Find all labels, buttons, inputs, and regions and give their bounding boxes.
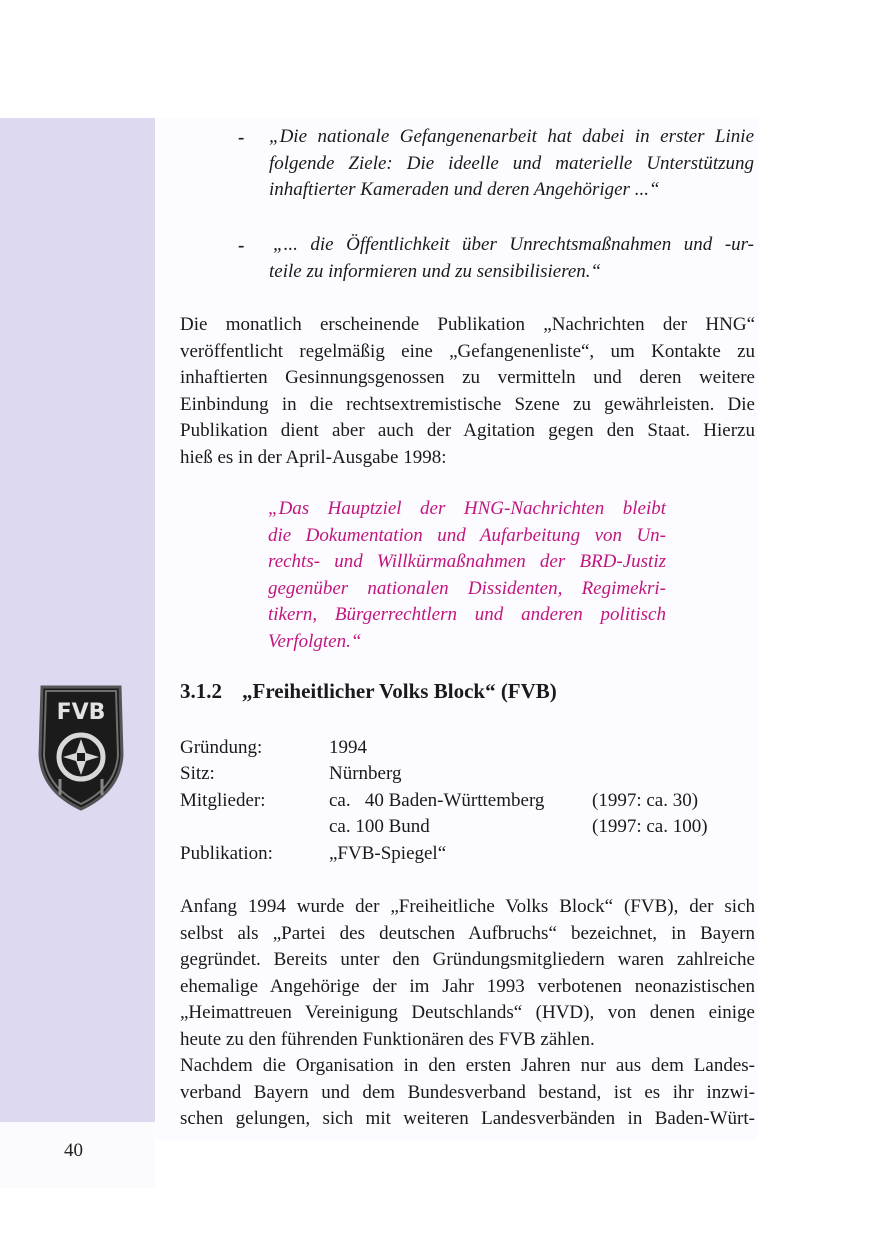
fact-value-founding: 1994: [329, 737, 367, 758]
fact-value-publication: „FVB-Spiegel“: [329, 843, 447, 864]
bullet-line: inhaftierter Kameraden und deren Angehöriger ...“: [269, 179, 660, 200]
bullet-quote-1: [269, 124, 754, 204]
fact-value-seat: Nürnberg: [329, 763, 402, 784]
quote-line: rechts- und Willkürmaßnahmen der BRD-Justiz: [268, 551, 666, 572]
quote-line: Verfolgten.“: [268, 630, 362, 652]
paragraph-line: inhaftierten Gesinnungsgenossen zu vermitteln und deren weitere: [180, 367, 755, 388]
fact-label-seat: Sitz:: [180, 763, 215, 784]
fvb-shield-icon: [28, 683, 130, 813]
paragraph-line: heute zu den führenden Funktionären des FVB zählen.: [180, 1028, 595, 1050]
paragraph-hng-publication: [180, 312, 755, 471]
paragraph-line: Einbindung in die rechtsextremistische Szene zu gewährleisten. Die: [180, 393, 755, 415]
paragraph-line: „Heimattreuen Vereinigung Deutschlands“ (HVD), von denen einige: [180, 1002, 755, 1023]
paragraph-line: Publikation dient aber auch der Agitation gegen den Staat. Hierzu: [180, 420, 755, 441]
paragraph-line: ehemalige Angehörige der im Jahr 1993 verbotenen neonazistischen: [180, 975, 755, 997]
sidebar-band: [0, 118, 155, 1122]
fact-members-bund-1997: (1997: ca. 100): [592, 816, 708, 837]
paragraph-line: gegründet. Bereits unter den Gründungsmitgliedern waren zahlreiche: [180, 949, 755, 970]
paragraph-fvb-expansion: [180, 1053, 755, 1133]
bullet-dash: -: [238, 235, 245, 256]
paragraph-fvb-founding: [180, 894, 755, 1053]
highlighted-quote: [268, 496, 666, 655]
bullet-line: folgende Ziele: Die ideelle und materielle Unterstützung: [269, 152, 754, 174]
paragraph-line: Nachdem die Organisation in den ersten Jahren nur aus dem Landes-: [180, 1055, 755, 1076]
fact-label-members: Mitglieder:: [180, 790, 266, 811]
bullet-line: „... die Öffentlichkeit über Unrechtsmaßnahmen und -ur-: [273, 234, 754, 255]
quote-line: die Dokumentation und Aufarbeitung von Un-: [268, 524, 666, 546]
quote-line: tikern, Bürgerrechtlern und anderen politisch: [268, 604, 666, 625]
paragraph-line: schen gelungen, sich mit weiteren Landesverbänden in Baden-Würt-: [180, 1108, 755, 1129]
paragraph-line: verband Bayern und dem Bundesverband bestand, ist es ihr inzwi-: [180, 1081, 755, 1103]
section-heading: [180, 679, 557, 704]
paragraph-line: Die monatlich erscheinende Publikation „Nachrichten der HNG“: [180, 314, 755, 335]
page-number: 40: [64, 1140, 83, 1161]
quote-line: „Das Hauptziel der HNG-Nachrichten bleibt: [268, 498, 666, 519]
paragraph-line: veröffentlicht regelmäßig eine „Gefangenenliste“, um Kontakte zu: [180, 340, 755, 362]
fact-members-bw-1997: (1997: ca. 30): [592, 790, 699, 811]
bullet-dash: -: [238, 127, 245, 148]
bullet-line: „Die nationale Gefangenenarbeit hat dabei in erster Linie: [269, 126, 754, 147]
section-number: 3.1.2: [180, 679, 222, 703]
fact-label-founding: Gründung:: [180, 737, 263, 758]
section-title: „Freiheitlicher Volks Block“ (FVB): [242, 679, 557, 703]
bullet-quote-2: [269, 232, 754, 285]
quote-line: gegenüber nationalen Dissidenten, Regimekri-: [268, 577, 666, 599]
bullet-line: teile zu informieren und zu sensibilisieren.“: [269, 260, 602, 282]
svg-text:FVB: FVB: [56, 700, 106, 725]
fact-members-bw: ca. 40 Baden-Württemberg: [329, 790, 545, 811]
paragraph-line: selbst als „Partei des deutschen Aufbruchs“ bezeichnet, in Bayern: [180, 922, 755, 944]
fact-label-publication: Publikation:: [180, 843, 273, 864]
fact-members-bund: ca. 100 Bund: [329, 816, 430, 837]
paragraph-line: Anfang 1994 wurde der „Freiheitliche Volks Block“ (FVB), der sich: [180, 896, 755, 917]
paragraph-line: hieß es in der April-Ausgabe 1998:: [180, 446, 447, 468]
